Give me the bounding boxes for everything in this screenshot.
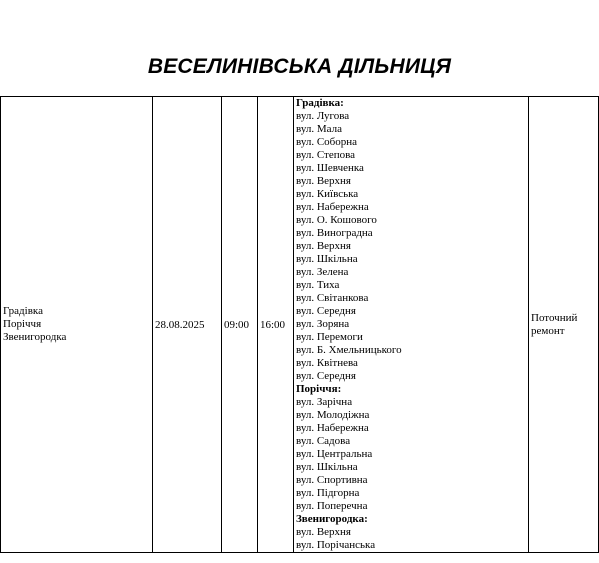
street-item: вул. Степова [296,149,356,161]
street-item: вул. Порічанська [296,539,376,551]
settlements-cell [1,97,153,553]
street-item: вул. Середня [296,370,356,382]
street-item: вул. Київська [296,188,359,200]
street-item: вул. Шевченка [296,162,364,174]
street-item: вул. Виноградна [296,227,373,239]
start-time-cell: 09:00 [222,97,258,553]
street-item: вул. Набережна [296,201,369,213]
street-item: вул. Перемоги [296,331,363,343]
street-item: вул. Зелена [296,266,349,278]
street-item: вул. Підгорна [296,487,360,499]
street-group-title: Поріччя: [296,383,342,395]
street-item: вул. Набережна [296,422,369,434]
street-item: вул. Шкільна [296,461,358,473]
street-item: вул. Мала [296,123,342,135]
street-item: вул. Верхня [296,526,351,538]
street-item: вул. Верхня [296,240,351,252]
page-title: ВЕСЕЛИНІВСЬКА ДІЛЬНИЦЯ [147,55,452,78]
street-item: вул. Соборна [296,136,358,148]
street-group-title: Звенигородка: [296,513,368,525]
street-item: вул. Квітнева [296,357,358,369]
street-item: вул. Зоряна [296,318,350,330]
street-item: вул. Лугова [296,110,350,122]
table-row [1,97,599,553]
street-item: вул. О. Кошового [296,214,377,226]
settlement-name: Градівка [3,305,43,317]
end-time-cell: 16:00 [258,97,294,553]
street-item: вул. Верхня [296,175,351,187]
street-item: вул. Середня [296,305,356,317]
street-item: вул. Спортивна [296,474,368,486]
settlement-name: Поріччя [3,318,42,330]
street-item: вул. Садова [296,435,351,447]
outage-schedule-table [0,96,599,553]
streets-cell [294,97,529,553]
street-item: вул. Шкільна [296,253,358,265]
street-item: вул. Тиха [296,279,340,291]
street-item: вул. Зарічна [296,396,353,408]
reason-cell: Поточний ремонт [529,97,599,553]
street-item: вул. Поперечна [296,500,368,512]
street-item: вул. Світанкова [296,292,369,304]
date-cell: 28.08.2025 [153,97,222,553]
street-item: вул. Б. Хмельницького [296,344,402,356]
street-group-title: Градівка: [296,97,344,109]
street-item: вул. Центральна [296,448,373,460]
settlement-name: Звенигородка [3,331,67,343]
street-item: вул. Молодіжна [296,409,370,421]
